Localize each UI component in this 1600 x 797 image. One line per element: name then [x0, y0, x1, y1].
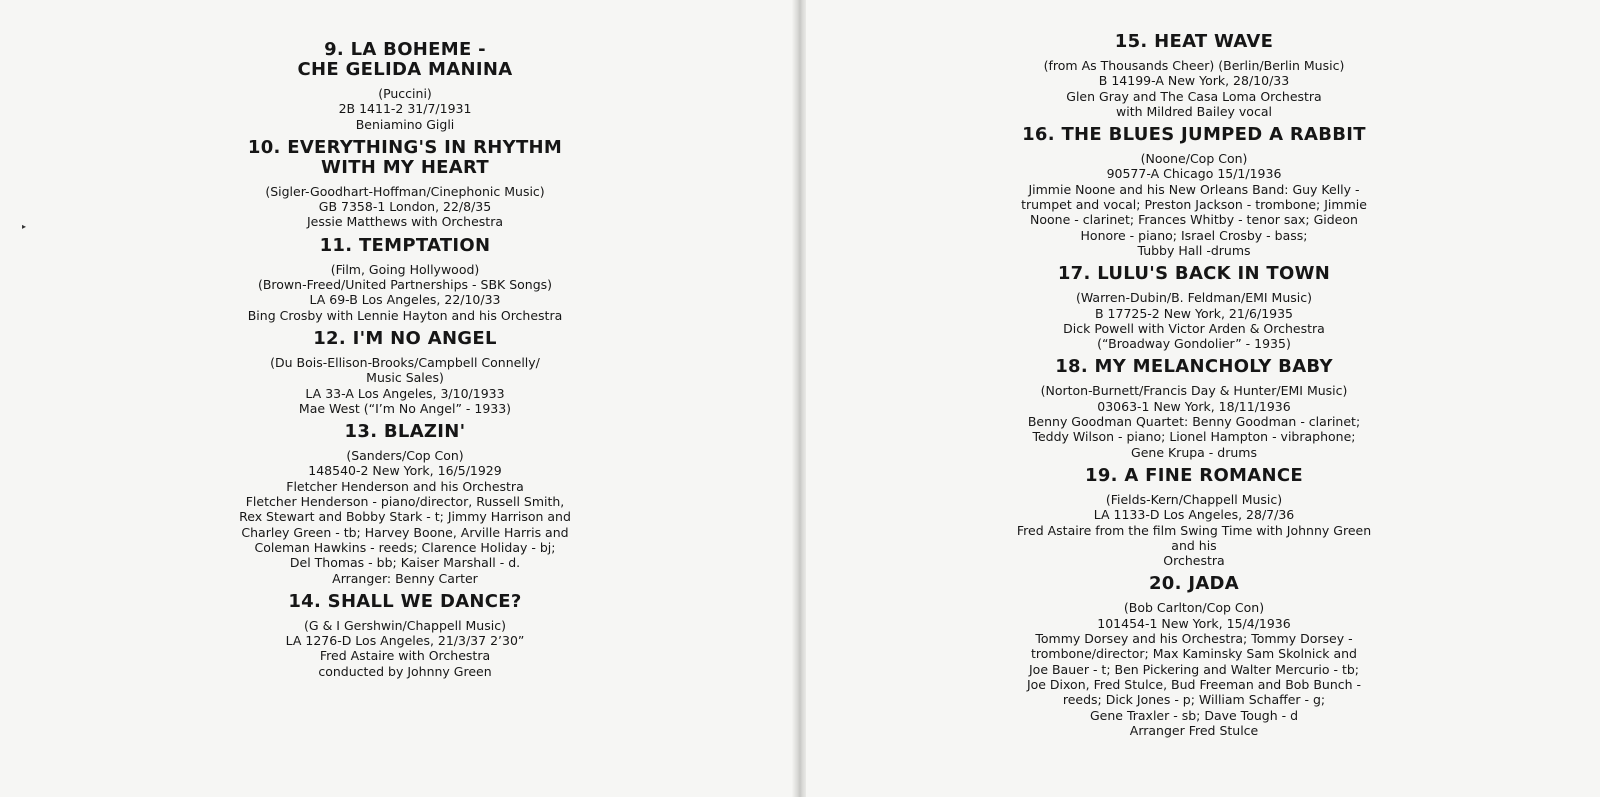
track-detail-line: conducted by Johnny Green	[318, 663, 492, 679]
track-detail-line: Honore - piano; Israel Crosby - bass;	[1080, 227, 1308, 243]
track-detail-line: Jessie Matthews with Orchestra	[306, 214, 503, 230]
track-detail-line: 2B 1411-2 31/7/1931	[338, 101, 472, 117]
track-detail-line: Tubby Hall -drums	[1137, 242, 1251, 258]
track-detail-line: Rex Stewart and Bobby Stark - t; Jimmy Harrison and	[239, 509, 571, 525]
track-title	[190, 329, 620, 349]
track-title-line: 18. MY MELANCHOLY BABY	[1055, 356, 1333, 378]
track-detail-line: (Film, Going Hollywood)	[330, 261, 480, 277]
track-title	[969, 32, 1419, 52]
track-detail-line: Tommy Dorsey and his Orchestra; Tommy Dorsey -	[1035, 631, 1353, 647]
track-detail-line: Mae West (“I’m No Angel” - 1933)	[298, 400, 512, 416]
track-title	[969, 125, 1419, 145]
track-detail-line: LA 33-A Los Angeles, 3/10/1933	[305, 385, 505, 401]
track-detail-line: (Sanders/Cop Con)	[346, 448, 464, 464]
track-detail-line: (Bob Carlton/Cop Con)	[1123, 600, 1265, 616]
track-title-line: 10. EVERYTHING'S IN RHYTHM	[247, 136, 563, 158]
track-title-line: 13. BLAZIN'	[344, 421, 466, 443]
track-detail-line: (Norton-Burnett/Francis Day & Hunter/EMI Music)	[1040, 383, 1348, 399]
track-entry	[190, 422, 620, 586]
track-detail-line: Gene Krupa - drums	[1131, 444, 1257, 460]
track-detail-line: Fletcher Henderson - piano/director, Russell Smith,	[245, 494, 565, 510]
track-detail-line: trombone/director; Max Kaminsky Sam Skolnick and	[1031, 646, 1357, 662]
track-entry	[190, 138, 620, 230]
track-entry	[969, 466, 1419, 568]
track-detail-line: (from As Thousands Cheer) (Berlin/Berlin Music)	[1043, 58, 1345, 73]
track-detail-line: Fred Astaire with Orchestra	[319, 648, 491, 664]
left-page	[0, 0, 797, 797]
track-title	[190, 138, 620, 178]
track-detail-line: (Sigler-Goodhart-Hoffman/Cinephonic Music)	[265, 183, 545, 199]
track-detail-line: Music Sales)	[366, 370, 444, 386]
track-detail-line: Fred Astaire from the film Swing Time with Johnny Green	[1016, 522, 1372, 538]
track-detail-line: 101454-1 New York, 15/4/1936	[1097, 615, 1291, 631]
track-title-line: 19. A FINE ROMANCE	[1085, 464, 1303, 486]
track-entry	[190, 592, 620, 679]
track-title	[969, 357, 1419, 377]
track-title-line: 9. LA BOHEME -	[324, 39, 486, 60]
track-title-line: 11. TEMPTATION	[319, 234, 491, 256]
track-detail-line: (Fields-Kern/Chappell Music)	[1105, 491, 1283, 507]
track-title	[969, 264, 1419, 284]
track-detail-line: Glen Gray and The Casa Loma Orchestra	[1066, 88, 1322, 104]
track-title-line: 14. SHALL WE DANCE?	[288, 590, 522, 612]
track-title	[190, 592, 620, 612]
track-title	[969, 466, 1419, 486]
track-detail-line: LA 1133-D Los Angeles, 28/7/36	[1093, 507, 1295, 523]
track-detail-line: Del Thomas - bb; Kaiser Marshall - d.	[289, 555, 521, 571]
track-entry	[969, 264, 1419, 351]
track-title	[190, 40, 620, 80]
track-entry	[969, 357, 1419, 459]
track-detail-line: Coleman Hawkins - reeds; Clarence Holiday - bj;	[254, 539, 556, 555]
track-entry	[969, 574, 1419, 738]
track-detail-line: reeds; Dick Jones - p; William Schaffer - g;	[1062, 692, 1326, 708]
track-detail-line: LA 69-B Los Angeles, 22/10/33	[309, 292, 501, 308]
right-page	[806, 0, 1600, 797]
track-detail-line: (Warren-Dubin/B. Feldman/EMI Music)	[1076, 290, 1312, 306]
track-detail-line: Joe Dixon, Fred Stulce, Bud Freeman and Bob Bunch -	[1026, 676, 1362, 692]
track-detail-line: Charley Green - tb; Harvey Boone, Arville Harris and	[241, 524, 569, 540]
track-title-line: 15. HEAT WAVE	[1114, 31, 1274, 52]
track-title-line: 16. THE BLUES JUMPED A RABBIT	[1022, 124, 1366, 146]
track-detail-line: Bing Crosby with Lennie Hayton and his Orchestra	[247, 307, 563, 323]
track-entry	[969, 32, 1419, 119]
track-title	[969, 574, 1419, 594]
track-title-line: 20. JADA	[1148, 573, 1240, 595]
track-detail-line: and his	[1171, 537, 1217, 553]
track-detail-line: Noone - clarinet; Frances Whitby - tenor sax; Gideon	[1030, 212, 1358, 228]
track-detail-line: B 17725-2 New York, 21/6/1935	[1094, 305, 1294, 321]
track-detail-line: Joe Bauer - t; Ben Pickering and Walter Mercurio - tb;	[1028, 661, 1359, 677]
track-detail-line: (“Broadway Gondolier” - 1935)	[1097, 336, 1291, 352]
track-detail-line: Dick Powell with Victor Arden & Orchestra	[1063, 320, 1325, 336]
track-detail-line: LA 1276-D Los Angeles, 21/3/37 2’30”	[285, 633, 525, 649]
track-detail-line: Arranger: Benny Carter	[332, 570, 478, 586]
track-detail-line: Jimmie Noone and his New Orleans Band: Guy Kelly -	[1028, 181, 1360, 197]
track-detail-line: trumpet and vocal; Preston Jackson - trombone; Jimmie	[1021, 197, 1367, 213]
track-title-line: CHE GELIDA MANINA	[297, 59, 513, 80]
track-detail-line: B 14199-A New York, 28/10/33	[1098, 73, 1290, 89]
track-detail-line: Gene Traxler - sb; Dave Tough - d	[1089, 707, 1299, 723]
track-title-line: 17. LULU'S BACK IN TOWN	[1057, 263, 1331, 285]
track-title	[190, 422, 620, 442]
track-detail-line: Benny Goodman Quartet: Benny Goodman - clarinet;	[1027, 414, 1361, 430]
track-detail-line: (Noone/Cop Con)	[1140, 151, 1248, 167]
track-detail-line: (Brown-Freed/United Partnerships - SBK Songs)	[257, 277, 553, 293]
track-detail-line: (G & I Gershwin/Chappell Music)	[304, 617, 506, 633]
track-detail-line: GB 7358-1 London, 22/8/35	[318, 199, 492, 215]
track-detail-line: 148540-2 New York, 16/5/1929	[308, 463, 502, 479]
track-title-line: 12. I'M NO ANGEL	[313, 327, 497, 349]
track-title	[190, 236, 620, 256]
track-detail-line: 03063-1 New York, 18/11/1936	[1097, 398, 1291, 414]
print-mark: ▸	[22, 222, 27, 231]
track-detail-line: Fletcher Henderson and his Orchestra	[286, 478, 524, 494]
track-detail-line: Beniamino Gigli	[355, 116, 455, 132]
left-track-list	[190, 40, 620, 685]
track-entry	[190, 40, 620, 132]
track-entry	[190, 329, 620, 416]
track-entry	[190, 236, 620, 323]
track-detail-line: Orchestra	[1163, 553, 1225, 569]
track-detail-line: 90577-A Chicago 15/1/1936	[1106, 166, 1282, 182]
track-detail-line: with Mildred Bailey vocal	[1116, 103, 1272, 119]
track-detail-line: Arranger Fred Stulce	[1129, 722, 1259, 738]
track-detail-line: Teddy Wilson - piano; Lionel Hampton - vibraphone;	[1032, 429, 1356, 445]
track-detail-line: (Du Bois-Ellison-Brooks/Campbell Connelly/	[270, 354, 540, 370]
right-track-list	[969, 32, 1419, 744]
track-entry	[969, 125, 1419, 258]
track-detail-line: (Puccini)	[378, 86, 432, 101]
track-title-line: WITH MY HEART	[321, 156, 489, 178]
